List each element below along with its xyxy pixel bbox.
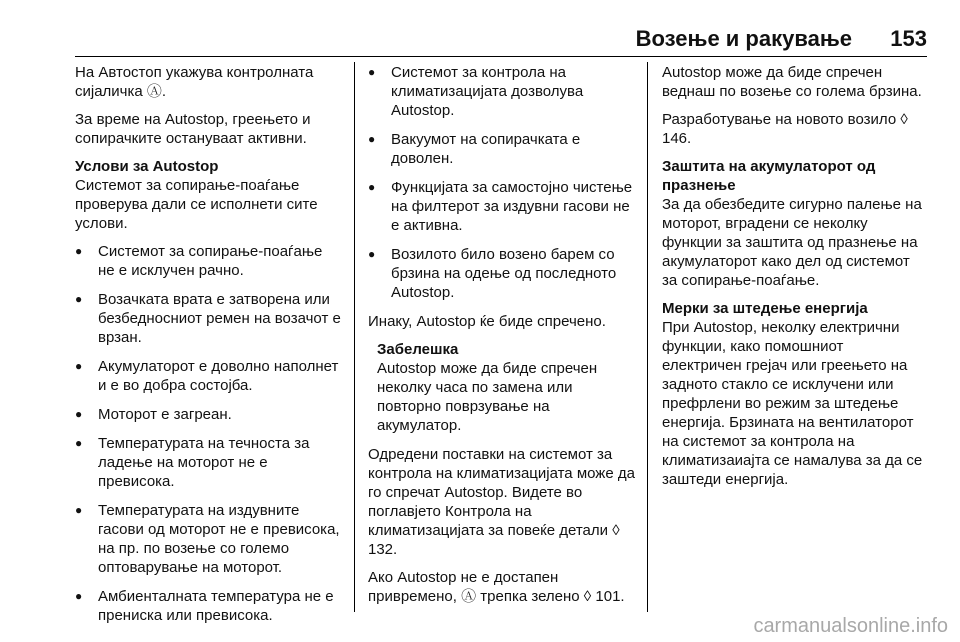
energy-saving-heading: Мерки за штедење енергија (662, 300, 868, 317)
watermark: carmanualsonline.info (753, 615, 948, 637)
page-number: 153 (890, 26, 927, 51)
conditions-list (75, 242, 343, 625)
note-text: Autostop може да биде спречен неколку часа по замена или повторно поврзување на акумулатор. (377, 360, 598, 434)
high-speed-paragraph: Autostop може да биде спречен веднаш по возење со голема брзина. (662, 64, 922, 100)
page-header (0, 0, 960, 62)
note-title: Забелешка (377, 341, 459, 358)
column-1 (75, 63, 343, 635)
battery-protection-heading: Заштита на акумулаторот од празнење (662, 158, 876, 194)
climate-settings-paragraph: Одредени поставки на системот за контрола на климатизацијата може да го спречат Autostop. Видете во поглавјето Контрола на климатизацијата за повеќе детали ◊ 132. (368, 446, 635, 558)
running-in-paragraph: Разработување на новото возило ◊ 146. (662, 111, 908, 147)
column-3 (662, 63, 927, 498)
list-item: ● Системот за сопирање-поаѓање не е исклучен рачно. (75, 242, 343, 280)
autostop-heating-paragraph: За време на Autostop, греењето и сопирачките остануваат активни. (75, 111, 311, 147)
autostop-unavailable-paragraph: Ако Autostop не е достапен привремено, Ⓐ трепка зелено ◊ 101. (368, 569, 625, 605)
battery-protection-text: За да обезбедите сигурно палење на моторот, вградени се неколку функции за заштита од празнење на акумулаторот како дел од системот за сопирање-поаѓање. (662, 196, 922, 289)
header-divider (75, 56, 927, 57)
list-item: ● Возилото било возено барем со брзина на одење од последното Autostop. (368, 245, 636, 302)
list-item: ● Акумулаторот е доволно наполнет и е во добра состојба. (75, 357, 343, 395)
conditions-intro: Системот за сопирање-поаѓање проверува дали се исполнети сите услови. (75, 177, 318, 232)
column-divider-1 (354, 62, 355, 612)
autostop-indicator-paragraph: На Автостоп укажува контролната сијаличка Ⓐ. (75, 64, 314, 100)
conditions-list-continued (368, 63, 636, 302)
list-item: ● Температурата на издувните гасови од моторот не е превисока, на пр. по возење со големо оптоварување на моторот. (75, 501, 343, 577)
note-box (368, 340, 636, 435)
energy-saving-text: При Autostop, неколку електрични функции, како помошниот електричен грејач или греењето на задното стакло се исклучени или префрлени во режим за штедење енергија. Брзината на вентилаторот на системот за контрола на климатизаиајта се намалува за да се заштеди енергија. (662, 319, 923, 488)
column-2 (368, 63, 636, 615)
list-item: ● Моторот е загреан. (75, 405, 343, 424)
list-item: ● Температурата на течноста за ладење на моторот не е превисока. (75, 434, 343, 491)
autostop-prevented-paragraph: Инаку, Autostop ќе биде спречено. (368, 313, 606, 330)
list-item: ● Амбиенталната температура не е прениска или превисока. (75, 587, 343, 625)
list-item: ● Вакуумот на сопирачката е доволен. (368, 130, 636, 168)
conditions-heading: Услови за Autostop (75, 158, 219, 175)
column-divider-2 (647, 62, 648, 612)
list-item: ● Системот за контрола на климатизацијата дозволува Autostop. (368, 63, 636, 120)
list-item: ● Возачката врата е затворена или безбедносниот ремен на возачот е врзан. (75, 290, 343, 347)
list-item: ● Функцијата за самостојно чистење на филтерот за издувни гасови не е активна. (368, 178, 636, 235)
section-title: Возење и ракување (635, 26, 852, 51)
